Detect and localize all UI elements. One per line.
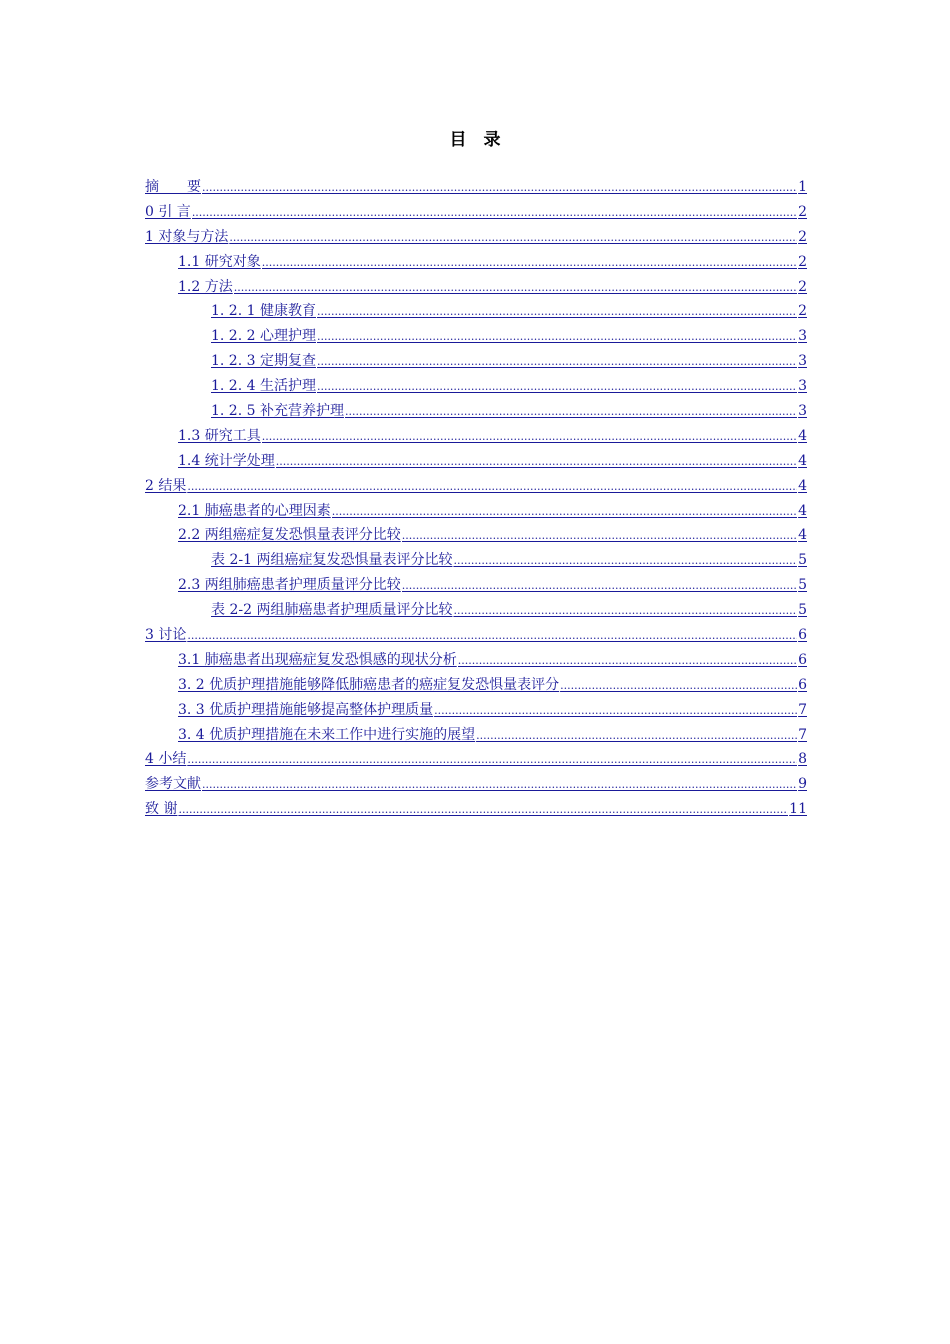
toc-dot-leader	[402, 574, 797, 599]
toc-dot-leader	[434, 699, 797, 724]
toc-entry-page: 2	[798, 278, 807, 295]
toc-dot-leader	[234, 276, 797, 301]
toc-entry-page: 7	[798, 701, 807, 718]
toc-entry-label: 3.1 肺癌患者出现癌症复发恐惧感的现状分析	[178, 651, 457, 668]
toc-entry-page: 2	[798, 253, 807, 270]
toc-entry-label: 1. 2. 5 补充营养护理	[211, 403, 344, 420]
toc-entry-page: 4	[798, 427, 807, 444]
toc-entry-2-1[interactable]	[145, 499, 807, 524]
toc-entry-1-2-1[interactable]	[145, 299, 807, 324]
toc-dot-leader	[317, 300, 797, 325]
toc-entry-references[interactable]	[145, 772, 807, 797]
toc-dot-leader	[317, 350, 797, 375]
toc-entry-page: 5	[798, 602, 807, 619]
toc-entry-label: 2.2 两组癌症复发恐惧量表评分比较	[178, 527, 401, 544]
toc-dot-leader	[402, 524, 797, 549]
toc-entry-label: 3 讨论	[145, 627, 187, 644]
toc-entry-page: 1	[798, 179, 807, 195]
toc-entry-label: 3. 3 优质护理措施能够提高整体护理质量	[178, 701, 434, 718]
toc-entry-page: 3	[798, 353, 807, 370]
toc-entry-table-2-2[interactable]	[145, 598, 807, 623]
toc-entry-page: 6	[798, 676, 807, 693]
toc-entry-page: 11	[789, 801, 807, 818]
toc-entry-label: 摘 要	[145, 179, 201, 195]
toc-entry-label: 0 引 言	[145, 203, 191, 220]
toc-entry-introduction[interactable]	[145, 200, 807, 225]
toc-dot-leader	[202, 176, 797, 201]
toc-entry-label: 4 小结	[145, 751, 187, 768]
toc-dot-leader	[476, 724, 797, 749]
toc-entry-label: 1.1 研究对象	[178, 253, 261, 270]
toc-entry-label: 表 2-2 两组肺癌患者护理质量评分比较	[211, 602, 453, 619]
toc-entry-label: 3. 2 优质护理措施能够降低肺癌患者的癌症复发恐惧量表评分	[178, 676, 560, 693]
toc-dot-leader	[453, 549, 797, 574]
toc-dot-leader	[192, 201, 797, 226]
toc-entry-1-2[interactable]	[145, 275, 807, 300]
toc-entry-page: 7	[798, 726, 807, 743]
toc-dot-leader	[187, 748, 797, 773]
toc-entry-discussion[interactable]	[145, 623, 807, 648]
toc-dot-leader	[453, 599, 797, 624]
toc-entry-3-4[interactable]	[145, 723, 807, 748]
toc-dot-leader	[345, 400, 797, 425]
toc-entry-1-2-5[interactable]	[145, 399, 807, 424]
toc-entry-label: 表 2-1 两组癌症复发恐惧量表评分比较	[211, 552, 453, 569]
toc-entry-label: 1 对象与方法	[145, 228, 229, 245]
toc-dot-leader	[229, 226, 797, 251]
toc-entry-page: 2	[798, 228, 807, 245]
toc-entry-2-3[interactable]	[145, 573, 807, 598]
toc-entry-label: 2.1 肺癌患者的心理因素	[178, 502, 331, 519]
page-title: 目 录	[449, 130, 501, 150]
toc-entry-page: 3	[798, 328, 807, 345]
toc-entry-label: 1. 2. 1 健康教育	[211, 303, 316, 320]
toc-entry-page: 3	[798, 378, 807, 395]
toc-entry-3-3[interactable]	[145, 698, 807, 723]
toc-dot-leader	[458, 649, 797, 674]
toc-entry-1-1[interactable]	[145, 250, 807, 275]
toc-entry-label: 3. 4 优质护理措施在未来工作中进行实施的展望	[178, 726, 476, 743]
toc-entry-label: 1.3 研究工具	[178, 427, 261, 444]
toc-dot-leader	[187, 624, 797, 649]
toc-entry-label: 致 谢	[145, 801, 178, 818]
toc-dot-leader	[317, 375, 797, 400]
toc-entry-label: 2.3 两组肺癌患者护理质量评分比较	[178, 577, 401, 594]
toc-entry-2-2[interactable]	[145, 523, 807, 548]
toc-entry-label: 1.4 统计学处理	[178, 452, 275, 469]
toc-entry-1-2-3[interactable]	[145, 349, 807, 374]
toc-entry-3-1[interactable]	[145, 648, 807, 673]
toc-entry-abstract[interactable]	[145, 175, 807, 200]
toc-entry-page: 6	[798, 651, 807, 668]
toc-entry-label: 1. 2. 3 定期复查	[211, 353, 316, 370]
toc-entry-page: 6	[798, 627, 807, 644]
toc-dot-leader	[560, 674, 797, 699]
toc-dot-leader	[202, 773, 797, 798]
toc-entry-page: 2	[798, 303, 807, 320]
toc-entry-1-2-4[interactable]	[145, 374, 807, 399]
toc-entry-page: 4	[798, 477, 807, 494]
toc-entry-1-2-2[interactable]	[145, 324, 807, 349]
toc-dot-leader	[262, 425, 797, 450]
toc-entry-page: 9	[798, 776, 807, 793]
toc-entry-table-2-1[interactable]	[145, 548, 807, 573]
toc-entry-label: 1. 2. 2 心理护理	[211, 328, 316, 345]
toc-entry-1-4[interactable]	[145, 449, 807, 474]
toc-dot-leader	[178, 798, 788, 823]
toc-entry-subjects-methods[interactable]	[145, 225, 807, 250]
toc-entry-page: 5	[798, 552, 807, 569]
toc-dot-leader	[332, 500, 797, 525]
toc-dot-leader	[187, 475, 797, 500]
toc-entry-page: 4	[798, 452, 807, 469]
toc-entry-page: 8	[798, 751, 807, 768]
toc-entry-page: 2	[798, 203, 807, 220]
toc-entry-page: 4	[798, 527, 807, 544]
toc-entry-acknowledgements[interactable]	[145, 797, 807, 822]
table-of-contents	[145, 175, 807, 822]
toc-dot-leader	[262, 251, 797, 276]
toc-entry-label: 1. 2. 4 生活护理	[211, 378, 316, 395]
toc-entry-page: 4	[798, 502, 807, 519]
toc-entry-label: 2 结果	[145, 477, 187, 494]
toc-dot-leader	[317, 325, 797, 350]
toc-entry-1-3[interactable]	[145, 424, 807, 449]
toc-entry-3-2[interactable]	[145, 673, 807, 698]
toc-entry-page: 3	[798, 403, 807, 420]
toc-dot-leader	[276, 450, 797, 475]
toc-entry-results[interactable]	[145, 474, 807, 499]
toc-entry-label: 参考文献	[145, 776, 201, 793]
toc-entry-page: 5	[798, 577, 807, 594]
toc-entry-label: 1.2 方法	[178, 278, 233, 295]
toc-entry-summary[interactable]	[145, 747, 807, 772]
